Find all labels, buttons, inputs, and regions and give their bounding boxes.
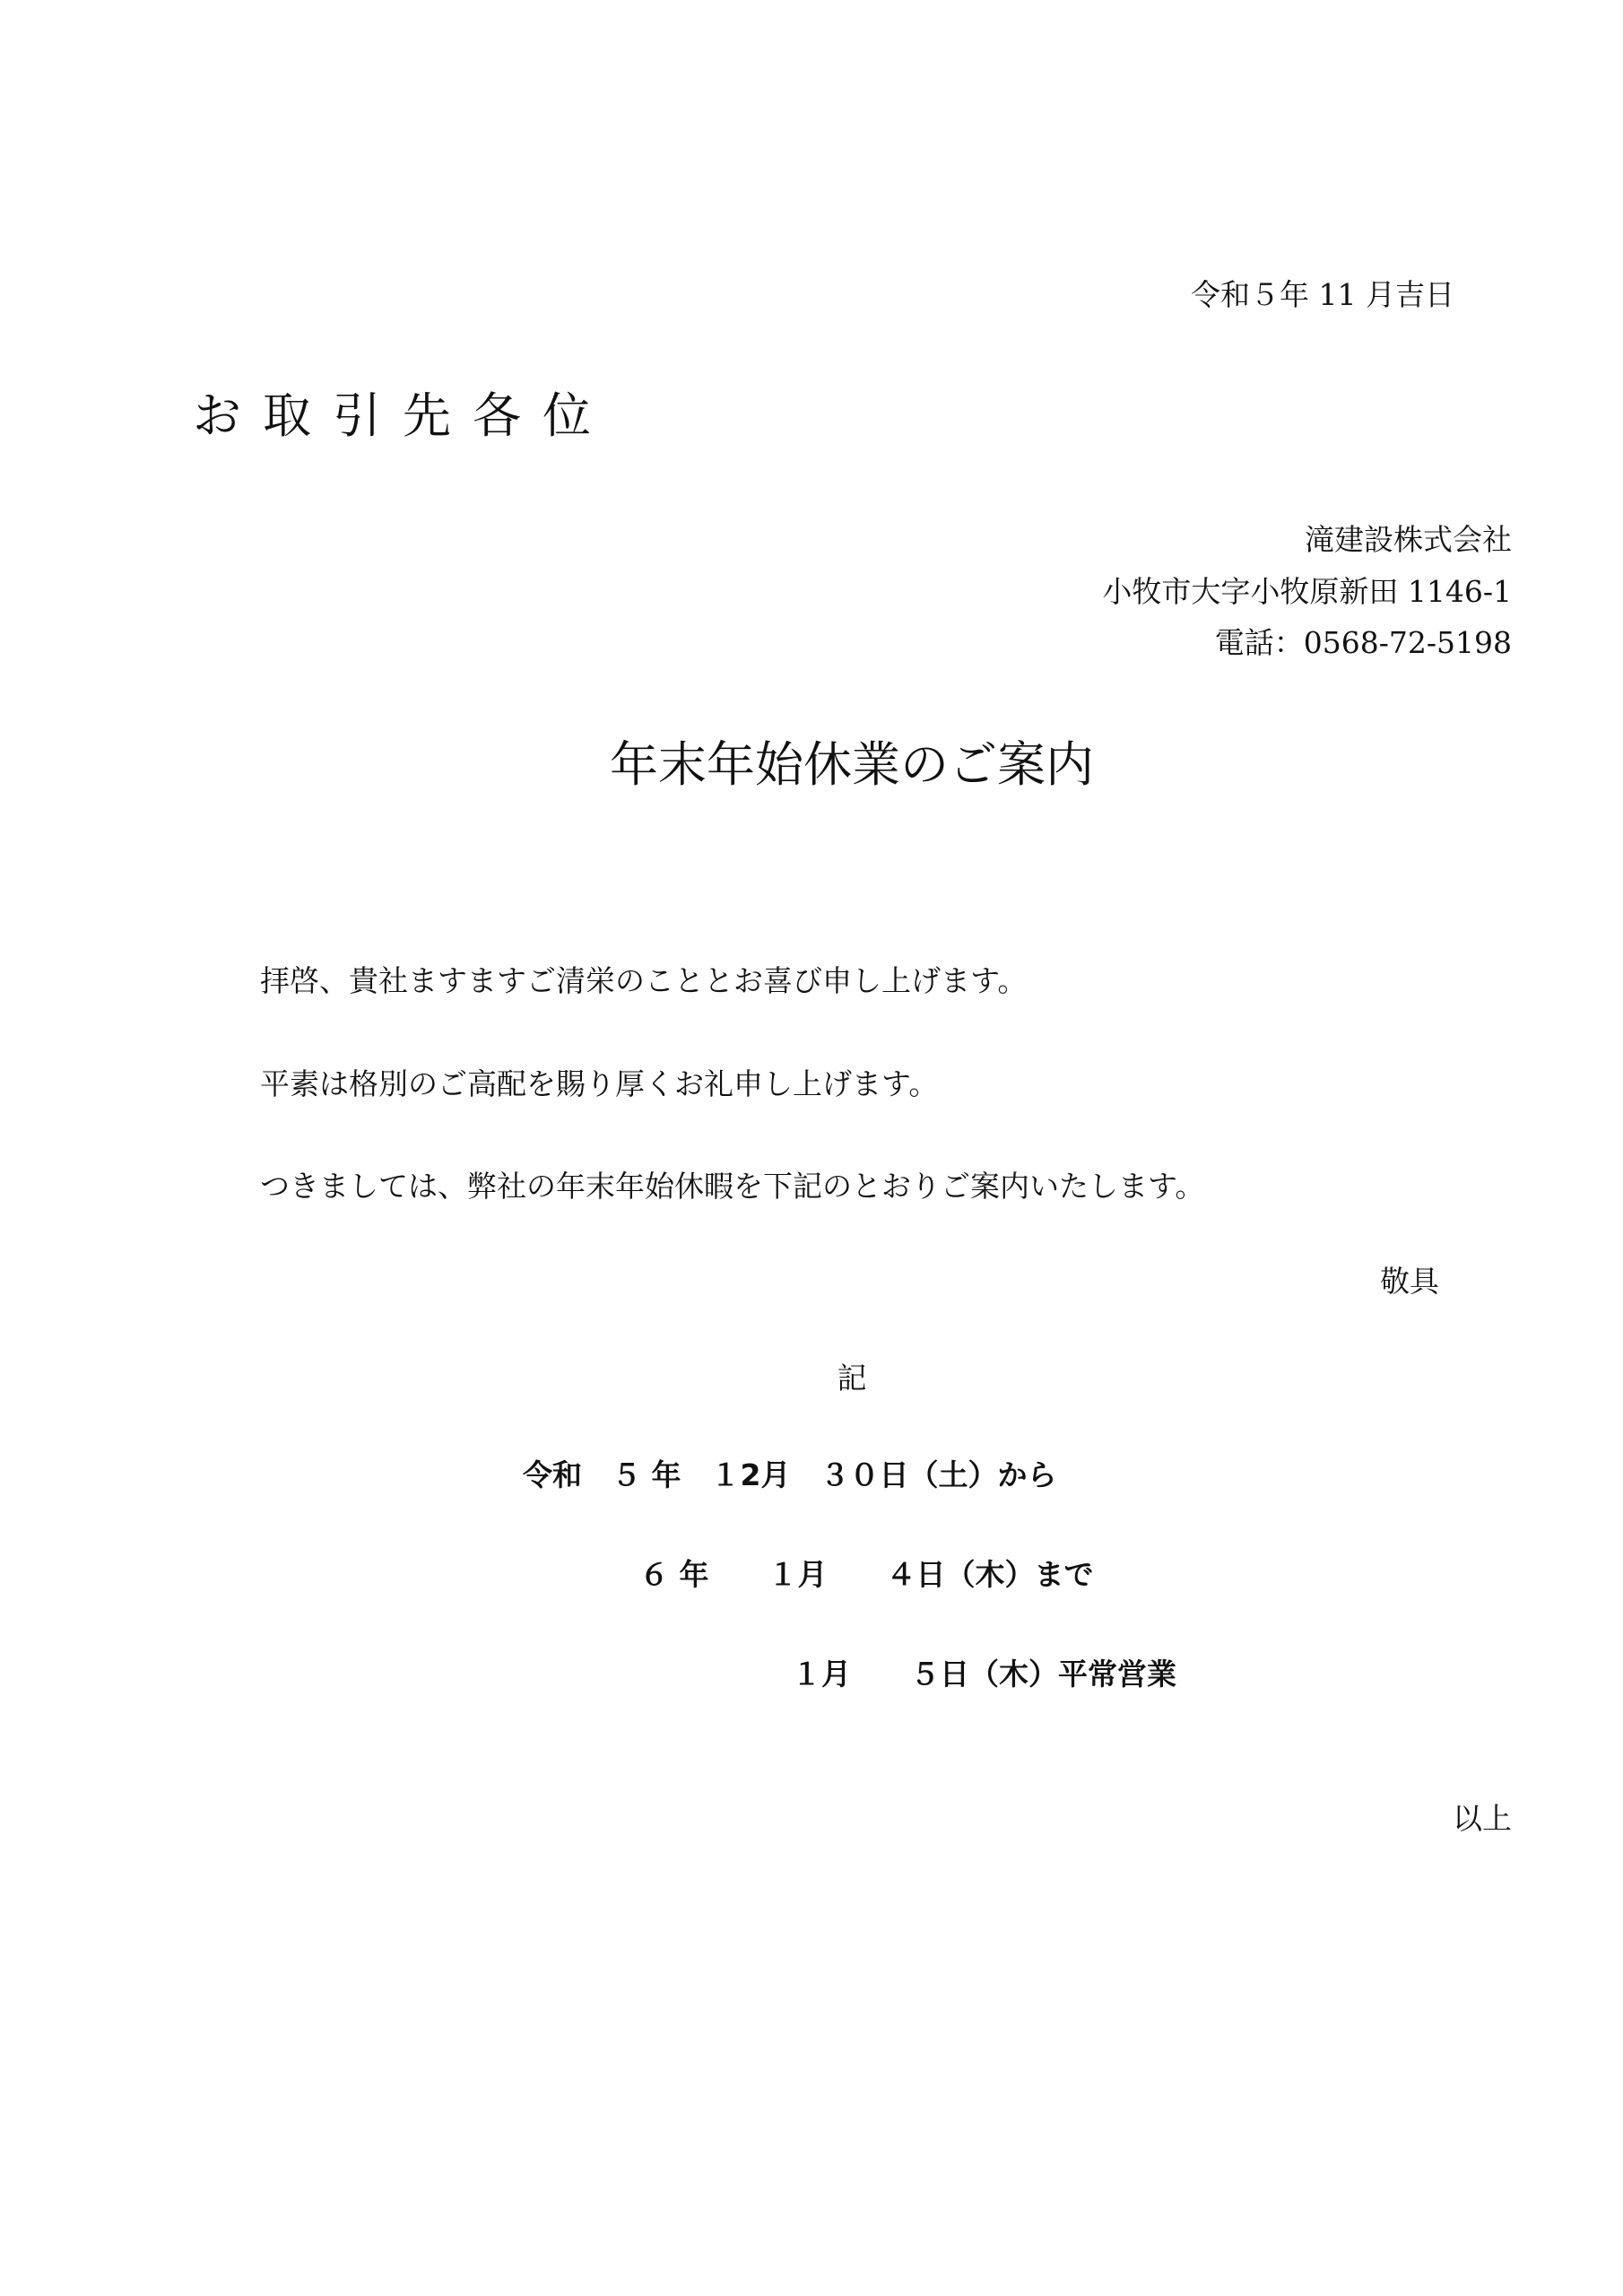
closing-ijou: 以上 <box>1453 1801 1512 1836</box>
closing-keigu: 敬具 <box>1380 1264 1439 1299</box>
body-line-thanks: 平素は格別のご高配を賜り厚くお礼申し上げます。 <box>260 1066 939 1101</box>
body-line-announcement: つきましては、弊社の年末年始休暇を下記のとおりご案内いたします。 <box>260 1169 1205 1204</box>
document-title: 年末年始休業のご案内 <box>610 736 1094 793</box>
schedule-row-resume: １月 ５日（木）平常営業 <box>792 1657 1176 1692</box>
addressee: お取引先各位 <box>193 387 612 444</box>
schedule-row-end: ６ 年 １月 ４日（木）まで <box>639 1557 1094 1592</box>
sender-address: 小牧市大字小牧原新田 1146-1 <box>1102 574 1512 609</box>
notice-heading: 記 <box>837 1361 867 1396</box>
body-line-greeting: 拝啓、貴社ますますご清栄のこととお喜び申し上げます。 <box>260 963 1028 998</box>
sender-company: 滝建設株式会社 <box>1305 522 1512 557</box>
issue-date: 令和５年 11 月吉日 <box>1191 277 1454 312</box>
sender-phone: 電話：0568-72-5198 <box>1214 625 1512 660</box>
schedule-row-start: 令和 ５ 年 １2月 ３０日（土）から <box>523 1457 1057 1492</box>
